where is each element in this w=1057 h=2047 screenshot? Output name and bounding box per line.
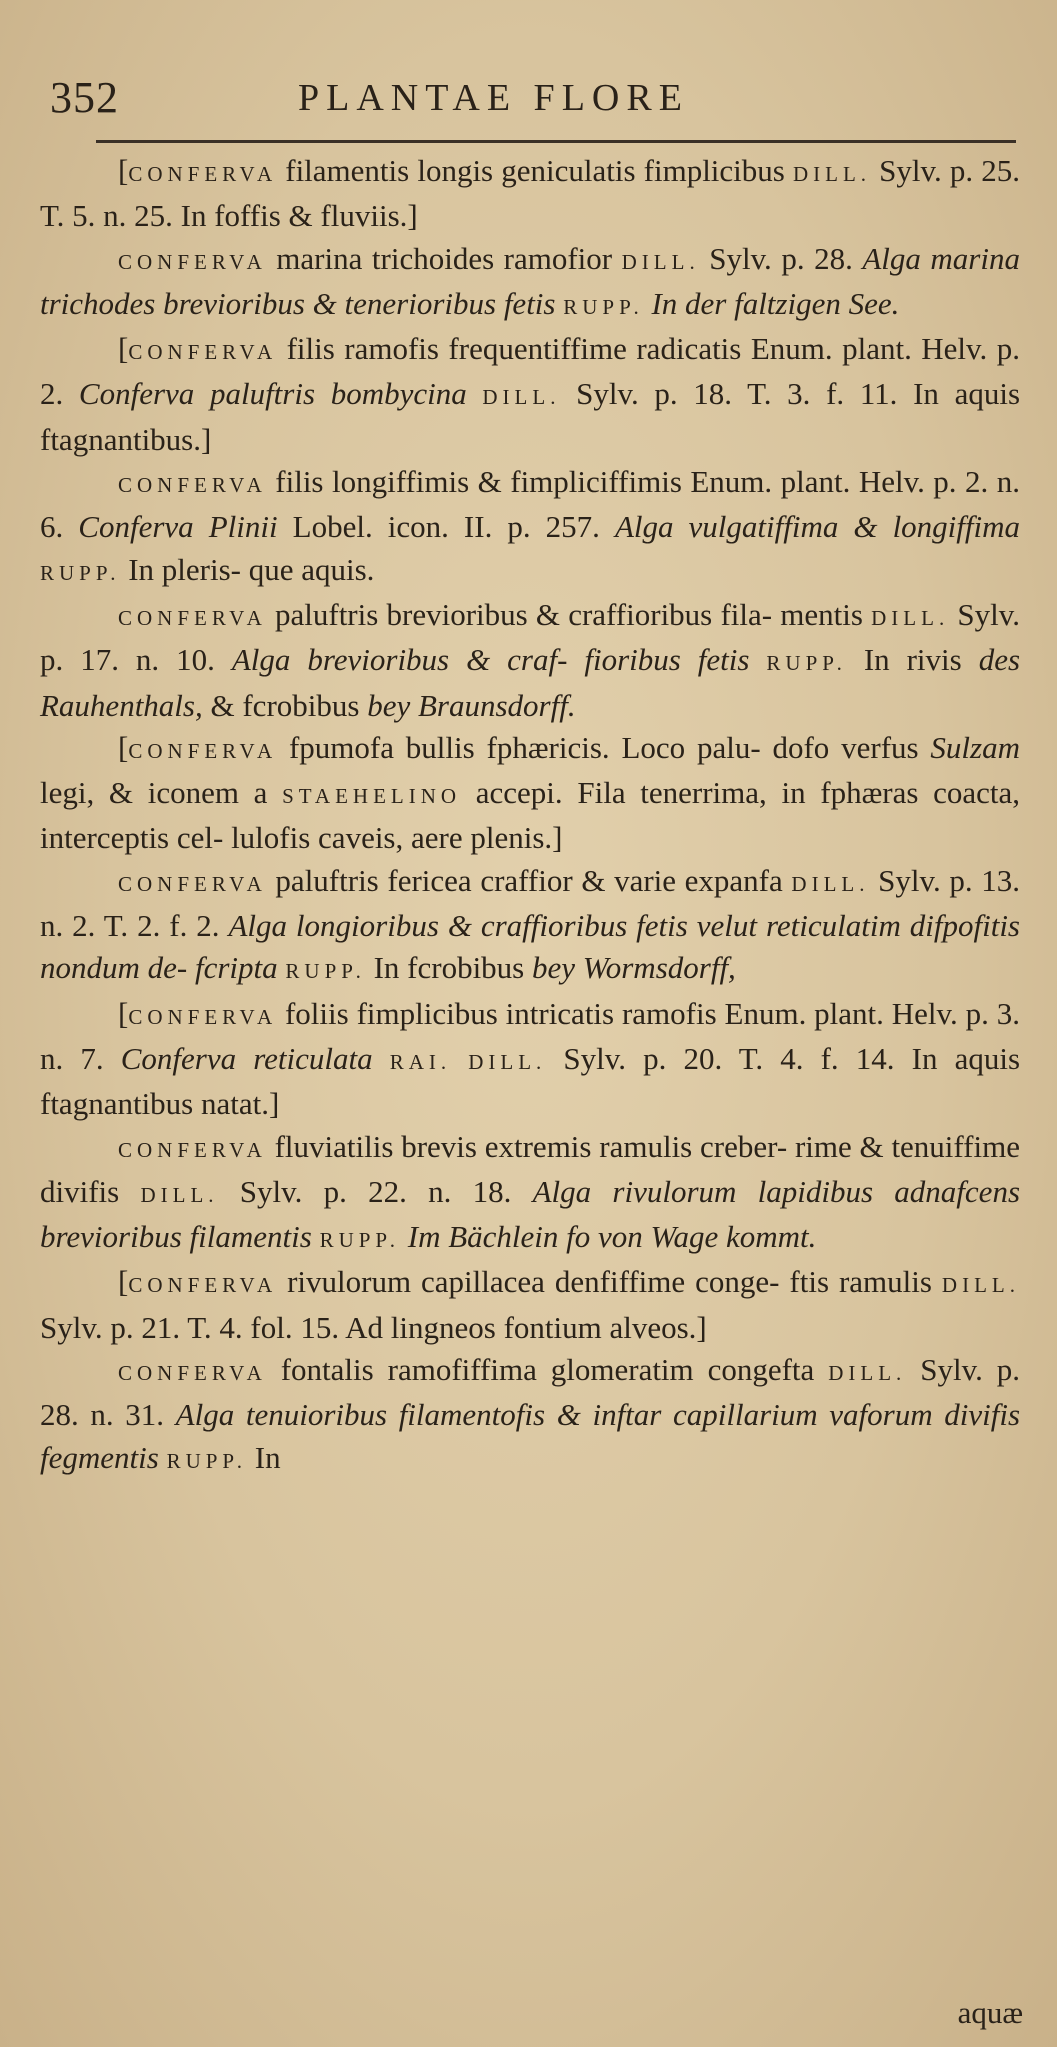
text-run: fontalis ramofiffima glomeratim congefta: [266, 1352, 829, 1388]
text-run: Sylv. p. 28. n. 31.: [40, 1352, 1021, 1433]
text-run: [: [118, 331, 129, 367]
italic-citation: des Rauhenthals,: [40, 642, 1021, 723]
italic-citation: Alga tenuioribus filamentofis & inftar capillarium vaforum divifis fegmentis: [40, 1397, 1021, 1475]
small-caps-name: RUPP.: [40, 560, 121, 585]
small-caps-name: CONFERVA: [128, 340, 278, 365]
small-caps-name: CONFERVA: [118, 1137, 267, 1162]
text-run: filamentis longis geniculatis fimplicibus: [277, 153, 793, 188]
text-run: fpumofa bullis fphæricis. Loco palu- dofo verfus: [277, 729, 931, 765]
entry-5: [40, 594, 1020, 727]
italic-citation: bey Wormsdorff,: [532, 950, 736, 986]
text-run: foliis fimplicibus intricatis ramofis Enum. plant. Helv. p. 3. n. 7.: [40, 995, 1020, 1076]
small-caps-name: DILL.: [140, 1182, 219, 1207]
small-caps-name: DILL.: [621, 249, 700, 274]
small-caps-name: CONFERVA: [118, 605, 267, 630]
small-caps-name: RUPP.: [166, 1448, 248, 1473]
text-run: accepi. Fila tenerrima, in fphæras coacta, interceptis cel- lulofis caveis, aere plenis.]: [40, 775, 1020, 856]
entry-6: [40, 727, 1020, 860]
small-caps-name: CONFERVA: [118, 249, 267, 274]
page-number: 352: [50, 73, 119, 122]
text-run: paluftris brevioribus & craffioribus fila- mentis: [266, 596, 872, 632]
small-caps-name: DILL.: [828, 1361, 907, 1386]
small-caps-name: DILL.: [468, 1049, 547, 1074]
italic-citation: Conferva reticulata: [120, 1040, 373, 1076]
text-run: [749, 642, 766, 677]
small-caps-name: RUPP.: [285, 959, 366, 984]
text-run: fluviatilis brevis extremis ramulis creber- rime & tenuiffime divifis: [40, 1128, 1020, 1209]
entry-9: [40, 1126, 1020, 1262]
text-run: [: [118, 995, 129, 1031]
text-run: In rivis: [846, 642, 979, 678]
italic-citation: Alga brevioribus & craf- fioribus fetis: [231, 642, 750, 678]
text-run: Sylv. p. 20. T. 4. f. 14. In aquis ftagnantibus natat.]: [40, 1040, 1021, 1122]
small-caps-name: RUPP.: [319, 1228, 401, 1253]
small-caps-name: RUPP.: [766, 651, 847, 676]
text-run: rivulorum capillacea denfiffime conge- ftis ramulis: [277, 1264, 942, 1300]
text-run: [: [118, 153, 129, 188]
italic-citation: Alga rivulorum lapidibus adnafcens brevioribus filamentis: [40, 1173, 1021, 1255]
text-run: Sylv. p. 25. T. 5. n. 25. In foffis & fluviis.]: [40, 153, 1021, 234]
text-run: [312, 1219, 320, 1254]
page-header: [50, 72, 1010, 132]
text-run: [: [118, 1264, 129, 1300]
small-caps-name: CONFERVA: [118, 1361, 267, 1386]
italic-citation: Conferva paluftris bombycina: [78, 376, 467, 412]
italic-citation: Conferva Plinii: [78, 509, 278, 545]
italic-citation: In der faltzigen See.: [651, 285, 900, 321]
text-run: In pleris- que aquis.: [120, 551, 375, 587]
text-run: legi, & iconem a: [40, 775, 283, 811]
text-run: [159, 1440, 167, 1475]
text-run: filis longiffimis & fimpliciffimis Enum. plant. Helv. p. 2. n. 6.: [40, 464, 1020, 545]
italic-citation: bey Braunsdorff.: [367, 687, 576, 723]
small-caps-name: DILL.: [791, 871, 870, 896]
text-run: Lobel. icon. II. p. 257.: [277, 509, 615, 545]
text-run: [467, 376, 483, 411]
catchword: aquæ: [957, 1995, 1023, 2030]
text-run: Sylv. p. 17. n. 10.: [40, 596, 1021, 678]
small-caps-name: CONFERVA: [128, 1273, 278, 1298]
entry-11: [40, 1349, 1020, 1482]
small-caps-name: CONFERVA: [128, 1004, 278, 1029]
small-caps-name: STAEHELINO: [282, 784, 462, 809]
italic-citation: Alga vulgatiffima & longiffima: [614, 509, 1021, 545]
body-text: [40, 150, 1020, 1482]
text-run: Sylv. p. 18. T. 3. f. 11. In aquis ftagnantibus.]: [40, 376, 1021, 457]
text-run: & fcrobibus: [202, 687, 368, 723]
small-caps-name: CONFERVA: [118, 871, 267, 896]
small-caps-name: CONFERVA: [118, 473, 267, 498]
header-rule: [96, 140, 1016, 143]
text-run: [373, 1041, 390, 1076]
entry-10: [40, 1261, 1020, 1349]
text-run: In: [247, 1439, 281, 1475]
text-run: [451, 1041, 468, 1076]
small-caps-name: RAI.: [389, 1049, 452, 1074]
entry-2: [40, 238, 1020, 329]
text-run: [: [118, 729, 129, 765]
text-run: Sylv. p. 28.: [699, 240, 863, 276]
italic-citation: Sulzam: [930, 729, 1020, 765]
italic-citation: Alga marina trichodes brevioribus & tenerioribus fetis: [40, 240, 1020, 321]
text-run: paluftris fericea craffior & varie expanfa: [266, 862, 792, 898]
small-caps-name: DILL.: [792, 162, 872, 186]
small-caps-name: RUPP.: [563, 294, 644, 319]
entry-7: [40, 860, 1020, 993]
text-run: Sylv. p. 21. T. 4. fol. 15. Ad lingneos fontium alveos.]: [40, 1309, 707, 1345]
text-run: Sylv. p. 22. n. 18.: [218, 1173, 533, 1209]
text-run: marina trichoides ramofior: [266, 240, 622, 276]
entry-1: [40, 150, 1020, 238]
italic-citation: Im Bächlein fo von Wage kommt.: [407, 1219, 817, 1255]
running-title: PLANTAE FLORE: [298, 77, 689, 119]
entry-8: [40, 993, 1020, 1126]
small-caps-name: CONFERVA: [128, 162, 278, 186]
text-run: In fcrobibus: [365, 950, 532, 986]
small-caps-name: DILL.: [871, 605, 950, 630]
entry-3: [40, 328, 1020, 461]
text-run: filis ramofis frequentiffime radicatis Enum. plant. Helv. p. 2.: [40, 331, 1020, 412]
small-caps-name: CONFERVA: [128, 738, 278, 763]
text-run: Sylv. p. 13. n. 2. T. 2. f. 2.: [40, 862, 1021, 944]
text-run: [400, 1219, 408, 1254]
small-caps-name: DILL.: [482, 385, 561, 410]
small-caps-name: DILL.: [941, 1273, 1020, 1298]
italic-citation: Alga longioribus & craffioribus fetis velut reticulatim difpofitis nondum de- fcripta: [40, 908, 1020, 986]
entry-4: [40, 461, 1020, 594]
